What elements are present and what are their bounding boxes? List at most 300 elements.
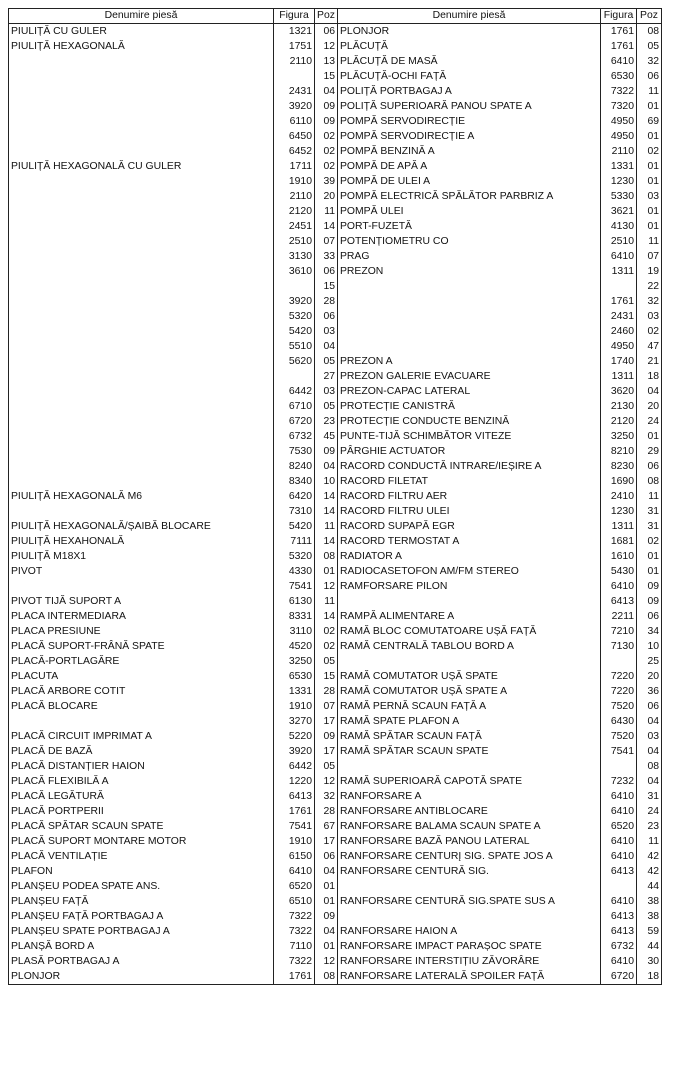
position-left: 02 — [315, 129, 338, 144]
figure-left: 5320 — [274, 309, 315, 324]
part-name-right: RAMĂ SPATE PLAFON A — [338, 714, 601, 729]
header-part-name-left: Denumire piesă — [9, 9, 274, 24]
position-left: 33 — [315, 249, 338, 264]
part-name-right: RAMPĂ ALIMENTARE A — [338, 609, 601, 624]
figure-right: 8210 — [601, 444, 637, 459]
position-left: 02 — [315, 624, 338, 639]
part-name-left: PLACUTA — [9, 669, 274, 684]
part-name-left — [9, 219, 274, 234]
figure-right: 1230 — [601, 504, 637, 519]
position-left: 12 — [315, 39, 338, 54]
part-name-left — [9, 369, 274, 384]
part-name-right: RAMĂ SPĂTAR SCAUN SPATE — [338, 744, 601, 759]
figure-left: 2120 — [274, 204, 315, 219]
figure-right — [601, 654, 637, 669]
figure-right: 3620 — [601, 384, 637, 399]
position-right: 11 — [637, 234, 662, 249]
position-left: 14 — [315, 489, 338, 504]
figure-left: 1321 — [274, 24, 315, 40]
figure-left: 1910 — [274, 174, 315, 189]
figure-right — [601, 759, 637, 774]
position-left: 09 — [315, 114, 338, 129]
figure-left: 6720 — [274, 414, 315, 429]
part-name-left: PIULIȚĂ HEXAGONALĂ — [9, 39, 274, 54]
position-left: 03 — [315, 324, 338, 339]
position-right: 31 — [637, 504, 662, 519]
table-row — [9, 414, 662, 429]
table-row — [9, 594, 662, 609]
part-name-left — [9, 294, 274, 309]
figure-left: 3920 — [274, 99, 315, 114]
figure-right: 7320 — [601, 99, 637, 114]
table-row — [9, 84, 662, 99]
part-name-right: RANFORSARE ANTIBLOCARE — [338, 804, 601, 819]
part-name-right: POTENȚIOMETRU CO — [338, 234, 601, 249]
part-name-right: RANFORSARE CENTURĂ SIG.SPATE SUS A — [338, 894, 601, 909]
part-name-left — [9, 129, 274, 144]
part-name-right: RANFORSARE CENTURĮ SIG. SPATE JOS A — [338, 849, 601, 864]
part-name-right: RANFORSARE IMPACT PARAȘOC SPATE — [338, 939, 601, 954]
table-row — [9, 504, 662, 519]
header-row — [9, 9, 662, 24]
part-name-right: RAMĂ COMUTATOR UȘĂ SPATE — [338, 669, 601, 684]
figure-left: 6442 — [274, 384, 315, 399]
figure-left: 7110 — [274, 939, 315, 954]
table-row — [9, 849, 662, 864]
part-name-left: PLANȘEU PODEA SPATE ANS. — [9, 879, 274, 894]
position-right: 01 — [637, 129, 662, 144]
figure-right: 4950 — [601, 129, 637, 144]
figure-right — [601, 879, 637, 894]
part-name-right: POMPĂ SERVODIRECȚIE A — [338, 129, 601, 144]
position-left: 05 — [315, 759, 338, 774]
part-name-left: PIULIȚĂ M18X1 — [9, 549, 274, 564]
figure-left: 3610 — [274, 264, 315, 279]
figure-left: 6510 — [274, 894, 315, 909]
figure-left: 6520 — [274, 879, 315, 894]
figure-left: 6452 — [274, 144, 315, 159]
figure-left: 1761 — [274, 804, 315, 819]
part-name-right: PLĂCUȚĂ-OCHI FAȚĂ — [338, 69, 601, 84]
figure-left: 7322 — [274, 909, 315, 924]
position-right: 22 — [637, 279, 662, 294]
position-left: 28 — [315, 804, 338, 819]
part-name-right: RACORD FILTRU AER — [338, 489, 601, 504]
figure-right: 2460 — [601, 324, 637, 339]
figure-left: 6410 — [274, 864, 315, 879]
table-row — [9, 459, 662, 474]
part-name-left — [9, 54, 274, 69]
figure-right: 1681 — [601, 534, 637, 549]
figure-right: 1311 — [601, 519, 637, 534]
figure-left: 2110 — [274, 189, 315, 204]
figure-left: 7310 — [274, 504, 315, 519]
position-right: 11 — [637, 834, 662, 849]
position-right: 03 — [637, 189, 662, 204]
figure-right — [601, 279, 637, 294]
figure-right: 1230 — [601, 174, 637, 189]
table-row — [9, 399, 662, 414]
table-row — [9, 474, 662, 489]
figure-right: 6410 — [601, 579, 637, 594]
table-row — [9, 804, 662, 819]
part-name-left: PLASĂ PORTBAGAJ A — [9, 954, 274, 969]
position-right: 01 — [637, 174, 662, 189]
figure-right: 2510 — [601, 234, 637, 249]
header-figure-left: Figura — [274, 9, 315, 24]
position-right: 42 — [637, 864, 662, 879]
figure-left: 6130 — [274, 594, 315, 609]
table-row — [9, 39, 662, 54]
table-row — [9, 969, 662, 985]
position-left: 12 — [315, 954, 338, 969]
part-name-left — [9, 99, 274, 114]
position-right: 06 — [637, 699, 662, 714]
table-row — [9, 879, 662, 894]
part-name-left — [9, 114, 274, 129]
position-right: 32 — [637, 294, 662, 309]
position-right: 09 — [637, 594, 662, 609]
position-right: 01 — [637, 429, 662, 444]
figure-left: 5320 — [274, 549, 315, 564]
position-left: 15 — [315, 669, 338, 684]
part-name-right — [338, 309, 601, 324]
table-row — [9, 219, 662, 234]
part-name-left: PLACA PRESIUNE — [9, 624, 274, 639]
figure-left: 7111 — [274, 534, 315, 549]
part-name-left — [9, 144, 274, 159]
figure-right: 6732 — [601, 939, 637, 954]
table-row — [9, 864, 662, 879]
position-left: 23 — [315, 414, 338, 429]
part-name-right: PRAG — [338, 249, 601, 264]
part-name-right — [338, 294, 601, 309]
table-row — [9, 654, 662, 669]
part-name-left: PIULIȚĂ HEXAGONALĂ/ȘAIBĂ BLOCARE — [9, 519, 274, 534]
part-name-right: PREZON GALERIE EVACUARE — [338, 369, 601, 384]
part-name-right — [338, 654, 601, 669]
figure-left: 6420 — [274, 489, 315, 504]
part-name-left: PIULIȚĂ HEXAHONALĂ — [9, 534, 274, 549]
table-row — [9, 294, 662, 309]
position-left: 12 — [315, 774, 338, 789]
part-name-left: PLACĂ SPĂTAR SCAUN SPATE — [9, 819, 274, 834]
position-right: 36 — [637, 684, 662, 699]
figure-right: 1740 — [601, 354, 637, 369]
position-left: 11 — [315, 519, 338, 534]
position-right: 29 — [637, 444, 662, 459]
figure-right: 6413 — [601, 864, 637, 879]
position-right: 18 — [637, 969, 662, 985]
position-right: 38 — [637, 894, 662, 909]
table-row — [9, 339, 662, 354]
position-right: 01 — [637, 99, 662, 114]
table-row — [9, 324, 662, 339]
part-name-left: PLACĂ BLOCARE — [9, 699, 274, 714]
table-row — [9, 894, 662, 909]
figure-left: 6413 — [274, 789, 315, 804]
figure-left: 7322 — [274, 924, 315, 939]
part-name-left: PLAFON — [9, 864, 274, 879]
table-row — [9, 489, 662, 504]
part-name-right: RANFORSARE BAZĂ PANOU LATERAL — [338, 834, 601, 849]
figure-left: 2451 — [274, 219, 315, 234]
position-left: 08 — [315, 549, 338, 564]
position-left: 09 — [315, 444, 338, 459]
parts-rows — [9, 24, 662, 985]
part-name-left — [9, 204, 274, 219]
part-name-right: PUNTE-TIJĂ SCHIMBĂTOR VITEZE — [338, 429, 601, 444]
part-name-left: PLACĂ DE BAZĂ — [9, 744, 274, 759]
figure-left: 3250 — [274, 654, 315, 669]
part-name-left: PLACA INTERMEDIARA — [9, 609, 274, 624]
part-name-right: PÂRGHIE ACTUATOR — [338, 444, 601, 459]
part-name-right — [338, 909, 601, 924]
part-name-right: RAMĂ SPĂTAR SCAUN FAȚĂ — [338, 729, 601, 744]
header-position-right: Poz — [637, 9, 662, 24]
figure-left: 6450 — [274, 129, 315, 144]
figure-left: 8240 — [274, 459, 315, 474]
position-right: 02 — [637, 144, 662, 159]
figure-right: 6410 — [601, 954, 637, 969]
part-name-right: RAMFORSARE PILON — [338, 579, 601, 594]
position-right: 08 — [637, 474, 662, 489]
figure-right: 6410 — [601, 804, 637, 819]
position-left: 06 — [315, 849, 338, 864]
position-right: 59 — [637, 924, 662, 939]
position-left: 17 — [315, 744, 338, 759]
position-left: 09 — [315, 99, 338, 114]
position-left: 14 — [315, 609, 338, 624]
position-right: 04 — [637, 774, 662, 789]
part-name-right: RAMĂ CENTRALĂ TABLOU BORD A — [338, 639, 601, 654]
figure-left: 6442 — [274, 759, 315, 774]
position-right: 01 — [637, 159, 662, 174]
part-name-left — [9, 264, 274, 279]
figure-left: 5510 — [274, 339, 315, 354]
position-right: 20 — [637, 399, 662, 414]
position-left: 04 — [315, 84, 338, 99]
part-name-left: PLANȘEU SPATE PORTBAGAJ A — [9, 924, 274, 939]
position-left: 04 — [315, 459, 338, 474]
part-name-right: RACORD SUPAPĂ EGR — [338, 519, 601, 534]
position-left: 01 — [315, 894, 338, 909]
part-name-left — [9, 69, 274, 84]
part-name-left — [9, 504, 274, 519]
position-right: 23 — [637, 819, 662, 834]
position-left: 04 — [315, 339, 338, 354]
figure-left: 1910 — [274, 834, 315, 849]
figure-right: 6410 — [601, 789, 637, 804]
position-right: 24 — [637, 414, 662, 429]
part-name-right: RADIOCASETOFON AM/FM STEREO — [338, 564, 601, 579]
position-right: 34 — [637, 624, 662, 639]
part-name-left — [9, 309, 274, 324]
figure-right: 6410 — [601, 894, 637, 909]
position-left: 15 — [315, 279, 338, 294]
figure-right: 1311 — [601, 264, 637, 279]
position-left: 17 — [315, 834, 338, 849]
part-name-right: POLIȚĂ PORTBAGAJ A — [338, 84, 601, 99]
part-name-right: RAMĂ COMUTATOR UȘĂ SPATE A — [338, 684, 601, 699]
figure-right: 8230 — [601, 459, 637, 474]
part-name-left: PLACĂ DISTANȚIER HAION — [9, 759, 274, 774]
part-name-left: PLANȘEU FAȚĂ PORTBAGAJ A — [9, 909, 274, 924]
table-row — [9, 669, 662, 684]
part-name-right: RANFORSARE HAION A — [338, 924, 601, 939]
position-left: 07 — [315, 699, 338, 714]
table-row — [9, 579, 662, 594]
figure-right: 1690 — [601, 474, 637, 489]
figure-right: 7210 — [601, 624, 637, 639]
table-row — [9, 939, 662, 954]
position-right: 01 — [637, 549, 662, 564]
figure-left — [274, 369, 315, 384]
figure-right: 2120 — [601, 414, 637, 429]
table-row — [9, 819, 662, 834]
figure-right: 7541 — [601, 744, 637, 759]
figure-left: 1711 — [274, 159, 315, 174]
figure-right: 2130 — [601, 399, 637, 414]
part-name-right — [338, 759, 601, 774]
part-name-right: POMPĂ DE APĂ A — [338, 159, 601, 174]
part-name-left: PIULIȚĂ HEXAGONALĂ CU GULER — [9, 159, 274, 174]
figure-left: 1910 — [274, 699, 315, 714]
part-name-left — [9, 429, 274, 444]
figure-right: 7220 — [601, 669, 637, 684]
table-row — [9, 114, 662, 129]
figure-right: 6410 — [601, 849, 637, 864]
table-row — [9, 204, 662, 219]
part-name-left — [9, 714, 274, 729]
part-name-left: PLACĂ PORTPERII — [9, 804, 274, 819]
figure-right: 4950 — [601, 114, 637, 129]
table-row — [9, 174, 662, 189]
part-name-left — [9, 459, 274, 474]
part-name-left — [9, 189, 274, 204]
part-name-left — [9, 474, 274, 489]
table-row — [9, 24, 662, 40]
position-left: 05 — [315, 354, 338, 369]
part-name-right: RANFORSARE CENTURĂ SIG. — [338, 864, 601, 879]
part-name-left — [9, 279, 274, 294]
part-name-left: PLACĂ FLEXIBILĂ A — [9, 774, 274, 789]
position-right: 18 — [637, 369, 662, 384]
figure-right: 6410 — [601, 834, 637, 849]
position-right: 08 — [637, 24, 662, 40]
position-left: 06 — [315, 264, 338, 279]
figure-left: 4330 — [274, 564, 315, 579]
figure-right: 3250 — [601, 429, 637, 444]
figure-right: 6413 — [601, 909, 637, 924]
part-name-right: RANFORSARE BALAMA SCAUN SPATE A — [338, 819, 601, 834]
figure-right: 7520 — [601, 699, 637, 714]
table-row — [9, 789, 662, 804]
part-name-left — [9, 399, 274, 414]
part-name-left: PIVOT — [9, 564, 274, 579]
position-left: 05 — [315, 399, 338, 414]
table-row — [9, 609, 662, 624]
figure-left: 5420 — [274, 324, 315, 339]
position-left: 67 — [315, 819, 338, 834]
position-left: 02 — [315, 144, 338, 159]
position-left: 32 — [315, 789, 338, 804]
position-right: 47 — [637, 339, 662, 354]
position-left: 07 — [315, 234, 338, 249]
figure-left: 2431 — [274, 84, 315, 99]
table-row — [9, 429, 662, 444]
table-row — [9, 549, 662, 564]
figure-left — [274, 279, 315, 294]
figure-right: 1761 — [601, 39, 637, 54]
position-left: 27 — [315, 369, 338, 384]
part-name-right — [338, 594, 601, 609]
position-right: 21 — [637, 354, 662, 369]
position-right: 01 — [637, 564, 662, 579]
part-name-left — [9, 339, 274, 354]
part-name-left — [9, 414, 274, 429]
table-row — [9, 699, 662, 714]
part-name-right: POMPĂ DE ULEI A — [338, 174, 601, 189]
position-left: 39 — [315, 174, 338, 189]
position-right: 19 — [637, 264, 662, 279]
table-row — [9, 714, 662, 729]
figure-left: 1220 — [274, 774, 315, 789]
position-left: 13 — [315, 54, 338, 69]
table-row — [9, 264, 662, 279]
part-name-right: RANFORSARE INTERSTIȚIU ZĂVORÂRE — [338, 954, 601, 969]
table-row — [9, 384, 662, 399]
part-name-left — [9, 354, 274, 369]
table-row — [9, 924, 662, 939]
position-left: 28 — [315, 294, 338, 309]
part-name-right: PREZON A — [338, 354, 601, 369]
header-part-name-right: Denumire piesă — [338, 9, 601, 24]
table-row — [9, 309, 662, 324]
part-name-left: PLONJOR — [9, 969, 274, 985]
part-name-right: POMPĂ BENZINĂ A — [338, 144, 601, 159]
table-row — [9, 234, 662, 249]
figure-right: 7322 — [601, 84, 637, 99]
part-name-left: PLACĂ LEGĂTURĂ — [9, 789, 274, 804]
part-name-left — [9, 249, 274, 264]
part-name-right — [338, 879, 601, 894]
position-left: 09 — [315, 909, 338, 924]
position-right: 01 — [637, 219, 662, 234]
table-row — [9, 189, 662, 204]
figure-right: 6520 — [601, 819, 637, 834]
figure-left: 4520 — [274, 639, 315, 654]
table-row — [9, 909, 662, 924]
table-row — [9, 729, 662, 744]
part-name-right: PREZON-CAPAC LATERAL — [338, 384, 601, 399]
position-right: 02 — [637, 324, 662, 339]
position-right: 30 — [637, 954, 662, 969]
part-name-right — [338, 324, 601, 339]
figure-right: 7220 — [601, 684, 637, 699]
position-left: 01 — [315, 564, 338, 579]
position-right: 04 — [637, 744, 662, 759]
figure-right: 1761 — [601, 24, 637, 40]
figure-right: 6530 — [601, 69, 637, 84]
part-name-right: RAMĂ PERNĂ SCAUN FAȚĂ A — [338, 699, 601, 714]
part-name-right: PORT-FUZETĂ — [338, 219, 601, 234]
table-row — [9, 954, 662, 969]
position-right: 03 — [637, 729, 662, 744]
position-left: 04 — [315, 864, 338, 879]
figure-right: 2431 — [601, 309, 637, 324]
figure-left: 7322 — [274, 954, 315, 969]
